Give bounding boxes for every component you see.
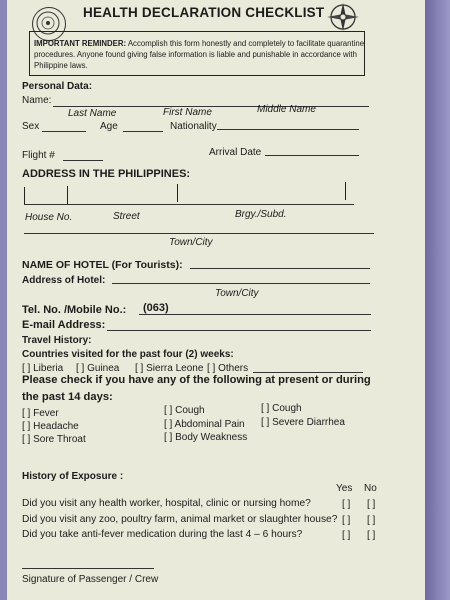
symptom-headache[interactable]: [ ] Headache bbox=[22, 421, 79, 432]
exposure-q2-no[interactable]: [ ] bbox=[367, 515, 376, 526]
tel-field[interactable] bbox=[139, 314, 371, 315]
exposure-question-2: Did you visit any zoo, poultry farm, animal market or slaughter house? bbox=[22, 514, 338, 525]
exposure-question-3: Did you take anti-fever medication during the last 4 – 6 hours? bbox=[22, 529, 303, 540]
flight-field[interactable] bbox=[63, 160, 103, 161]
address-divider-2 bbox=[67, 186, 68, 204]
age-field[interactable] bbox=[123, 131, 163, 132]
no-column-header: No bbox=[364, 483, 377, 494]
country-sierra-leone[interactable]: [ ] Sierra Leone bbox=[135, 363, 204, 374]
travel-history-heading: Travel History: bbox=[22, 335, 92, 346]
compass-seal-icon bbox=[323, 1, 363, 33]
exposure-q1-no[interactable]: [ ] bbox=[367, 499, 376, 510]
symptoms-question-1: Please check if you have any of the following at present or during bbox=[22, 374, 371, 386]
arrival-date-field[interactable] bbox=[265, 155, 359, 156]
reminder-line-1 bbox=[34, 40, 364, 48]
hotel-address-field[interactable] bbox=[112, 283, 370, 284]
sex-field[interactable] bbox=[42, 131, 86, 132]
house-no-caption: House No. bbox=[25, 212, 73, 223]
hotel-address-label: Address of Hotel: bbox=[22, 275, 106, 286]
symptom-abdominal-pain[interactable]: [ ] Abdominal Pain bbox=[164, 419, 245, 430]
age-label: Age bbox=[100, 121, 118, 132]
town-city-line[interactable] bbox=[24, 233, 374, 234]
name-label: Name: bbox=[22, 95, 52, 106]
country-liberia[interactable]: [ ] Liberia bbox=[22, 363, 64, 374]
exposure-q1-yes[interactable]: [ ] bbox=[342, 499, 351, 510]
last-name-caption: Last Name bbox=[68, 108, 117, 119]
hotel-heading: NAME OF HOTEL (For Tourists): bbox=[22, 259, 183, 271]
country-others[interactable]: [ ] Others bbox=[207, 363, 249, 374]
first-name-caption: First Name bbox=[163, 107, 212, 118]
exposure-heading-text: History of Exposure bbox=[22, 471, 118, 482]
address-divider-3 bbox=[177, 184, 178, 202]
exposure-heading-colon: : bbox=[119, 471, 124, 482]
exposure-q3-no[interactable]: [ ] bbox=[367, 530, 376, 541]
reminder-text-1: Accomplish this form honestly and completely to facilitate quarantine bbox=[126, 39, 365, 48]
email-label: E-mail Address: bbox=[22, 319, 106, 331]
page-edge-background bbox=[425, 0, 450, 600]
exposure-q3-yes[interactable]: [ ] bbox=[342, 530, 351, 541]
town-city-caption: Town/City bbox=[169, 237, 213, 248]
symptom-severe-diarrhea[interactable]: [ ] Severe Diarrhea bbox=[261, 417, 345, 428]
sex-label: Sex bbox=[22, 121, 40, 132]
countries-question: Countries visited for the past four (2) weeks: bbox=[22, 349, 234, 360]
reminder-label: IMPORTANT REMINDER: bbox=[34, 39, 127, 48]
declaration-form bbox=[7, 0, 425, 600]
address-divider-1 bbox=[24, 187, 25, 205]
arrival-date-label: Arrival Date bbox=[209, 147, 262, 158]
middle-name-caption: Middle Name bbox=[257, 104, 316, 115]
country-guinea[interactable]: [ ] Guinea bbox=[76, 363, 120, 374]
exposure-question-1: Did you visit any health worker, hospital, clinic or nursing home? bbox=[22, 498, 311, 509]
nationality-field[interactable] bbox=[217, 129, 359, 130]
symptom-body-weakness[interactable]: [ ] Body Weakness bbox=[164, 432, 248, 443]
nationality-label: Nationality bbox=[170, 121, 217, 132]
exposure-heading bbox=[22, 472, 123, 482]
personal-data-heading: Personal Data: bbox=[22, 81, 93, 92]
yes-column-header: Yes bbox=[336, 483, 353, 494]
symptom-fever[interactable]: [ ] Fever bbox=[22, 408, 59, 419]
address-heading: ADDRESS IN THE PHILIPPINES: bbox=[22, 168, 191, 180]
address-divider-4 bbox=[345, 182, 346, 200]
others-field[interactable] bbox=[253, 372, 363, 373]
tel-label: Tel. No. /Mobile No.: bbox=[22, 304, 127, 316]
street-caption: Street bbox=[113, 211, 140, 222]
symptom-sore-throat[interactable]: [ ] Sore Throat bbox=[22, 434, 86, 445]
symptoms-question-2: the past 14 days: bbox=[22, 391, 113, 403]
flight-label: Flight # bbox=[22, 150, 55, 161]
signature-label: Signature of Passenger / Crew bbox=[22, 574, 159, 585]
address-line[interactable] bbox=[24, 204, 354, 205]
email-field[interactable] bbox=[107, 330, 371, 331]
signature-field[interactable] bbox=[22, 568, 154, 569]
reminder-line-2: procedures. Anyone found giving false information is liable and punishable in accordance with bbox=[34, 50, 357, 59]
symptom-cough-2[interactable]: [ ] Cough bbox=[261, 403, 302, 414]
hotel-name-field[interactable] bbox=[190, 268, 370, 269]
symptom-cough[interactable]: [ ] Cough bbox=[164, 405, 205, 416]
hotel-town-city-caption: Town/City bbox=[215, 288, 259, 299]
tel-prefix: (063) bbox=[143, 302, 169, 314]
brgy-caption: Brgy./Subd. bbox=[235, 209, 287, 220]
exposure-q2-yes[interactable]: [ ] bbox=[342, 515, 351, 526]
reminder-line-3: Philippine laws. bbox=[34, 61, 88, 70]
form-title: HEALTH DECLARATION CHECKLIST bbox=[83, 5, 325, 20]
